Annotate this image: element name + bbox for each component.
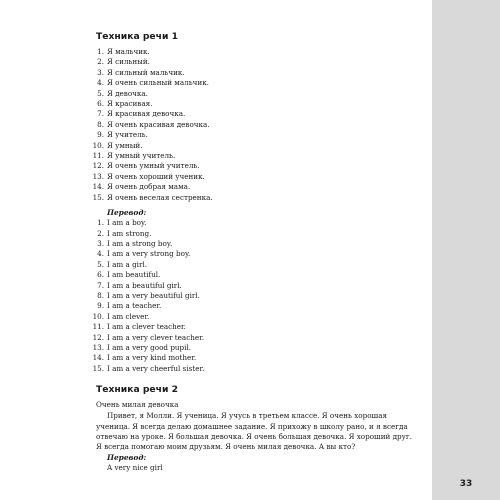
list-item [84,78,424,88]
russian-sentence-list [84,47,424,203]
item-text: Я сильный мальчик. [107,67,185,77]
item-text: Я очень умный учитель. [107,161,200,171]
item-number: 5. [97,88,104,98]
list-item [84,270,424,280]
item-text: I am a very beautiful girl. [107,290,200,300]
list-item [84,322,424,332]
item-number: 1. [97,218,104,228]
list-item [84,172,424,182]
item-number: 6. [97,270,104,280]
list-item [84,301,424,311]
list-item [84,130,424,140]
item-number: 3. [97,238,104,248]
section2-subtitle: Очень милая девочка [96,400,179,410]
item-text: I am a very cheerful sister. [107,363,205,373]
list-item [84,249,424,259]
item-text: Я учитель. [107,130,148,140]
item-number: 6. [97,99,104,109]
section1-title: Техника речи 1 [96,31,178,42]
item-text: I am a very strong boy. [107,249,191,259]
item-number: 8. [97,119,104,129]
item-number: 15. [92,363,104,373]
translation-label-2: Перевод: [107,452,147,462]
item-number: 14. [92,182,104,192]
item-text: Я очень красивая девочка. [107,119,210,129]
item-number: 3. [97,67,104,77]
item-text: I am a very good pupil. [107,342,192,352]
item-number: 2. [97,57,104,67]
section2-translation-text: A very nice girl [107,462,163,472]
list-item [84,353,424,363]
item-text: I am beautiful. [107,270,161,280]
item-text: I am a very clever teacher. [107,332,205,342]
section2-paragraph: Привет, я Молли. Я ученица. Я учусь в третьем классе. Я очень хорошая ученица. Я всегда делаю домашнее задание. Я прихожу в школу рано, и я всегда отвечаю на уроке. Я большая девочка. Я очень большая девочка. Я хороший друг. Я всегда помогаю моим друзьям. Я очень милая девочка. А вы кто? [96,411,412,452]
item-text: I am a clever teacher. [107,322,186,332]
item-number: 8. [97,290,104,300]
english-sentence-list [84,218,424,374]
item-text: Я очень веселая сестренка. [107,192,213,202]
item-text: I am a teacher. [107,301,162,311]
item-text: Я очень добрая мама. [107,182,191,192]
list-item [84,364,424,374]
item-text: I am clever. [107,311,150,321]
item-text: Я красивая. [107,99,153,109]
page-number: 33 [459,479,473,489]
item-number: 5. [97,259,104,269]
item-text: I am a strong boy. [107,238,173,248]
page-margin-strip [432,0,500,500]
list-item [84,193,424,203]
section2-title: Техника речи 2 [96,384,178,396]
list-item [84,291,424,301]
item-text: I am a beautiful girl. [107,280,182,290]
item-number: 14. [92,353,104,363]
list-item [84,260,424,270]
list-item [84,47,424,57]
list-item [84,333,424,343]
list-item [84,57,424,67]
item-text: Я мальчик. [107,47,150,56]
item-text: Я умный. [107,140,143,150]
list-item [84,151,424,161]
item-number: 2. [97,228,104,238]
item-text: I am a girl. [107,259,147,269]
list-item [84,120,424,130]
item-text: I am a boy. [107,218,147,228]
list-item [84,343,424,353]
item-number: 13. [92,171,104,181]
list-item [84,239,424,249]
item-number: 12. [92,332,104,342]
list-item [84,281,424,291]
list-item [84,109,424,119]
list-item [84,218,424,228]
item-text: Я очень хороший ученик. [107,171,205,181]
page-content [84,31,424,473]
item-number: 10. [92,311,104,321]
item-text: I am strong. [107,228,152,238]
item-text: I am a very kind mother. [107,353,197,363]
item-text: Я девочка. [107,88,148,98]
item-number: 15. [92,192,104,202]
list-item [84,141,424,151]
item-text: Я очень сильный мальчик. [107,78,209,88]
item-number: 7. [97,280,104,290]
list-item [84,312,424,322]
item-number: 1. [97,47,104,56]
item-number: 10. [92,140,104,150]
item-text: Я умный учитель. [107,151,176,161]
item-text: Я красивая девочка. [107,109,186,119]
item-number: 4. [97,249,104,259]
item-number: 12. [92,161,104,171]
item-number: 11. [92,151,104,161]
list-item [84,99,424,109]
item-number: 9. [97,301,104,311]
translation-label-1: Перевод: [107,208,147,218]
item-text: Я сильный. [107,57,150,67]
item-number: 7. [97,109,104,119]
item-number: 11. [92,322,104,332]
list-item [84,68,424,78]
list-item [84,89,424,99]
item-number: 9. [97,130,104,140]
list-item [84,229,424,239]
item-number: 13. [92,342,104,352]
list-item [84,182,424,192]
item-number: 4. [97,78,104,88]
list-item [84,161,424,171]
